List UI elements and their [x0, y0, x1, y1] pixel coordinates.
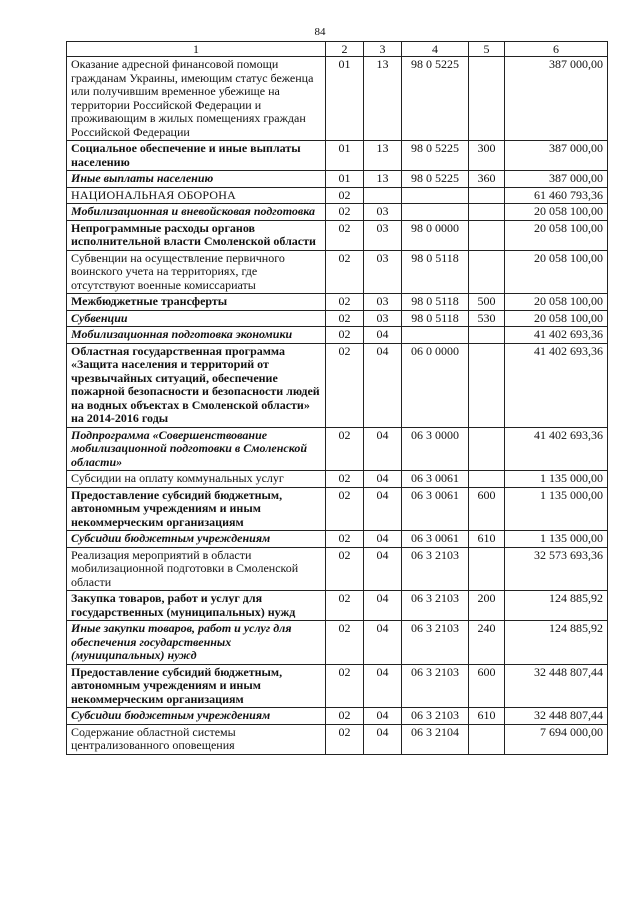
table-row [67, 427, 608, 471]
cell-name: Субсидии бюджетным учреждениям [67, 708, 326, 725]
cell-name: Областная государственная программа «Защита населения и территорий от чрезвычайных ситуаций, обеспечение пожарной безопасности и безопасности людей на водных объектах в Смоленской области» на 2014-2016 годы [67, 343, 326, 427]
cell-subsection [364, 187, 402, 204]
cell-type: 610 [469, 708, 505, 725]
cell-article: 06 3 2103 [402, 708, 469, 725]
header-col-article: 4 [402, 42, 469, 57]
cell-section: 02 [326, 250, 364, 294]
cell-name: Субвенции на осуществление первичного воинского учета на территориях, где отсутствуют военные комиссариаты [67, 250, 326, 294]
cell-name: Предоставление субсидий бюджетным, автономным учреждениям и иным некоммерческим организациям [67, 664, 326, 708]
cell-subsection: 04 [364, 621, 402, 665]
cell-type [469, 250, 505, 294]
cell-amount: 387 000,00 [505, 141, 608, 171]
cell-subsection: 03 [364, 294, 402, 311]
cell-section: 02 [326, 547, 364, 591]
cell-type: 610 [469, 531, 505, 548]
cell-amount: 7 694 000,00 [505, 724, 608, 754]
cell-amount: 124 885,92 [505, 591, 608, 621]
table-header [67, 42, 608, 57]
cell-section: 02 [326, 621, 364, 665]
cell-section: 01 [326, 57, 364, 141]
cell-amount: 20 058 100,00 [505, 220, 608, 250]
table-row [67, 310, 608, 327]
cell-type [469, 547, 505, 591]
cell-amount: 20 058 100,00 [505, 250, 608, 294]
cell-name: Мобилизационная подготовка экономики [67, 327, 326, 344]
cell-article: 98 0 5225 [402, 171, 469, 188]
table-row [67, 547, 608, 591]
cell-subsection: 03 [364, 204, 402, 221]
cell-subsection: 03 [364, 310, 402, 327]
cell-subsection: 04 [364, 724, 402, 754]
cell-article: 06 3 2104 [402, 724, 469, 754]
cell-subsection: 04 [364, 327, 402, 344]
cell-amount: 41 402 693,36 [505, 327, 608, 344]
cell-type: 600 [469, 487, 505, 531]
table-row [67, 250, 608, 294]
cell-type [469, 724, 505, 754]
cell-section: 02 [326, 708, 364, 725]
cell-subsection: 04 [364, 487, 402, 531]
cell-article: 06 3 2103 [402, 664, 469, 708]
cell-amount: 61 460 793,36 [505, 187, 608, 204]
cell-article [402, 204, 469, 221]
cell-type [469, 427, 505, 471]
cell-name: Реализация мероприятий в области мобилизационной подготовки в Смоленской области [67, 547, 326, 591]
cell-name: Социальное обеспечение и иные выплаты населению [67, 141, 326, 171]
header-col-type: 5 [469, 42, 505, 57]
cell-name: Подпрограмма «Совершенствование мобилизационной подготовки в Смоленской области» [67, 427, 326, 471]
cell-amount: 32 448 807,44 [505, 708, 608, 725]
table-row [67, 471, 608, 488]
cell-section: 02 [326, 220, 364, 250]
cell-section: 01 [326, 141, 364, 171]
cell-article: 06 3 2103 [402, 591, 469, 621]
cell-amount: 32 448 807,44 [505, 664, 608, 708]
table-row [67, 591, 608, 621]
cell-type [469, 204, 505, 221]
header-col-section: 2 [326, 42, 364, 57]
cell-subsection: 13 [364, 171, 402, 188]
cell-article: 98 0 5118 [402, 294, 469, 311]
cell-type: 530 [469, 310, 505, 327]
cell-amount: 1 135 000,00 [505, 471, 608, 488]
table-row [67, 621, 608, 665]
header-col-amount: 6 [505, 42, 608, 57]
header-col-name: 1 [67, 42, 326, 57]
cell-name: Субсидии на оплату коммунальных услуг [67, 471, 326, 488]
cell-name: Закупка товаров, работ и услуг для государственных (муниципальных) нужд [67, 591, 326, 621]
cell-name: Мобилизационная и вневойсковая подготовка [67, 204, 326, 221]
cell-section: 01 [326, 171, 364, 188]
cell-amount: 1 135 000,00 [505, 487, 608, 531]
cell-subsection: 04 [364, 708, 402, 725]
table-row [67, 141, 608, 171]
header-col-subsection: 3 [364, 42, 402, 57]
cell-section: 02 [326, 327, 364, 344]
cell-amount: 41 402 693,36 [505, 427, 608, 471]
cell-type [469, 220, 505, 250]
cell-section: 02 [326, 294, 364, 311]
cell-subsection: 04 [364, 427, 402, 471]
table-row [67, 664, 608, 708]
cell-type [469, 471, 505, 488]
cell-type [469, 343, 505, 427]
table-row [67, 724, 608, 754]
cell-name: Содержание областной системы централизованного оповещения [67, 724, 326, 754]
table-row [67, 294, 608, 311]
table-row [67, 204, 608, 221]
table-body [67, 57, 608, 755]
cell-section: 02 [326, 487, 364, 531]
cell-name: Субсидии бюджетным учреждениям [67, 531, 326, 548]
cell-type: 500 [469, 294, 505, 311]
cell-amount: 20 058 100,00 [505, 294, 608, 311]
cell-article: 98 0 5225 [402, 141, 469, 171]
cell-amount: 41 402 693,36 [505, 343, 608, 427]
cell-subsection: 04 [364, 591, 402, 621]
table-row [67, 343, 608, 427]
table-row [67, 57, 608, 141]
table-row [67, 487, 608, 531]
cell-article: 98 0 0000 [402, 220, 469, 250]
cell-article: 98 0 5225 [402, 57, 469, 141]
cell-amount: 20 058 100,00 [505, 310, 608, 327]
cell-section: 02 [326, 724, 364, 754]
cell-type: 360 [469, 171, 505, 188]
cell-article: 06 3 2103 [402, 621, 469, 665]
cell-subsection: 03 [364, 250, 402, 294]
cell-subsection: 03 [364, 220, 402, 250]
cell-section: 02 [326, 664, 364, 708]
cell-subsection: 04 [364, 547, 402, 591]
cell-article: 06 3 0061 [402, 487, 469, 531]
cell-section: 02 [326, 531, 364, 548]
cell-subsection: 04 [364, 664, 402, 708]
cell-subsection: 04 [364, 531, 402, 548]
cell-section: 02 [326, 187, 364, 204]
cell-amount: 124 885,92 [505, 621, 608, 665]
cell-amount: 32 573 693,36 [505, 547, 608, 591]
cell-name: Иные закупки товаров, работ и услуг для обеспечения государственных (муниципальных) нужд [67, 621, 326, 665]
cell-article: 06 3 0061 [402, 531, 469, 548]
budget-table [66, 41, 608, 755]
cell-name: Иные выплаты населению [67, 171, 326, 188]
cell-article: 98 0 5118 [402, 250, 469, 294]
cell-name: Непрограммные расходы органов исполнительной власти Смоленской области [67, 220, 326, 250]
cell-type [469, 327, 505, 344]
cell-amount: 387 000,00 [505, 57, 608, 141]
cell-type: 240 [469, 621, 505, 665]
cell-name: Предоставление субсидий бюджетным, автономным учреждениям и иным некоммерческим организациям [67, 487, 326, 531]
page-number: 84 [314, 26, 326, 38]
cell-type [469, 187, 505, 204]
table-row [67, 327, 608, 344]
cell-amount: 387 000,00 [505, 171, 608, 188]
cell-article: 98 0 5118 [402, 310, 469, 327]
cell-amount: 1 135 000,00 [505, 531, 608, 548]
table-row [67, 171, 608, 188]
cell-type: 600 [469, 664, 505, 708]
table-row [67, 708, 608, 725]
cell-section: 02 [326, 591, 364, 621]
table-row [67, 531, 608, 548]
cell-section: 02 [326, 427, 364, 471]
cell-subsection: 04 [364, 471, 402, 488]
cell-name: Оказание адресной финансовой помощи гражданам Украины, имеющим статус беженца или получившим временное убежище на территории Российской Федерации и проживающим в жилых помещениях граждан Российской Федерации [67, 57, 326, 141]
cell-name: НАЦИОНАЛЬНАЯ ОБОРОНА [67, 187, 326, 204]
cell-type: 300 [469, 141, 505, 171]
cell-article: 06 3 0000 [402, 427, 469, 471]
cell-article: 06 3 0061 [402, 471, 469, 488]
table-row [67, 187, 608, 204]
cell-section: 02 [326, 204, 364, 221]
cell-name: Межбюджетные трансферты [67, 294, 326, 311]
cell-section: 02 [326, 471, 364, 488]
cell-type [469, 57, 505, 141]
cell-article [402, 327, 469, 344]
header-row [67, 42, 608, 57]
cell-section: 02 [326, 343, 364, 427]
cell-name: Субвенции [67, 310, 326, 327]
cell-amount: 20 058 100,00 [505, 204, 608, 221]
cell-type: 200 [469, 591, 505, 621]
table-row [67, 220, 608, 250]
cell-section: 02 [326, 310, 364, 327]
cell-article: 06 3 2103 [402, 547, 469, 591]
cell-subsection: 04 [364, 343, 402, 427]
cell-subsection: 13 [364, 141, 402, 171]
cell-article [402, 187, 469, 204]
cell-subsection: 13 [364, 57, 402, 141]
cell-article: 06 0 0000 [402, 343, 469, 427]
